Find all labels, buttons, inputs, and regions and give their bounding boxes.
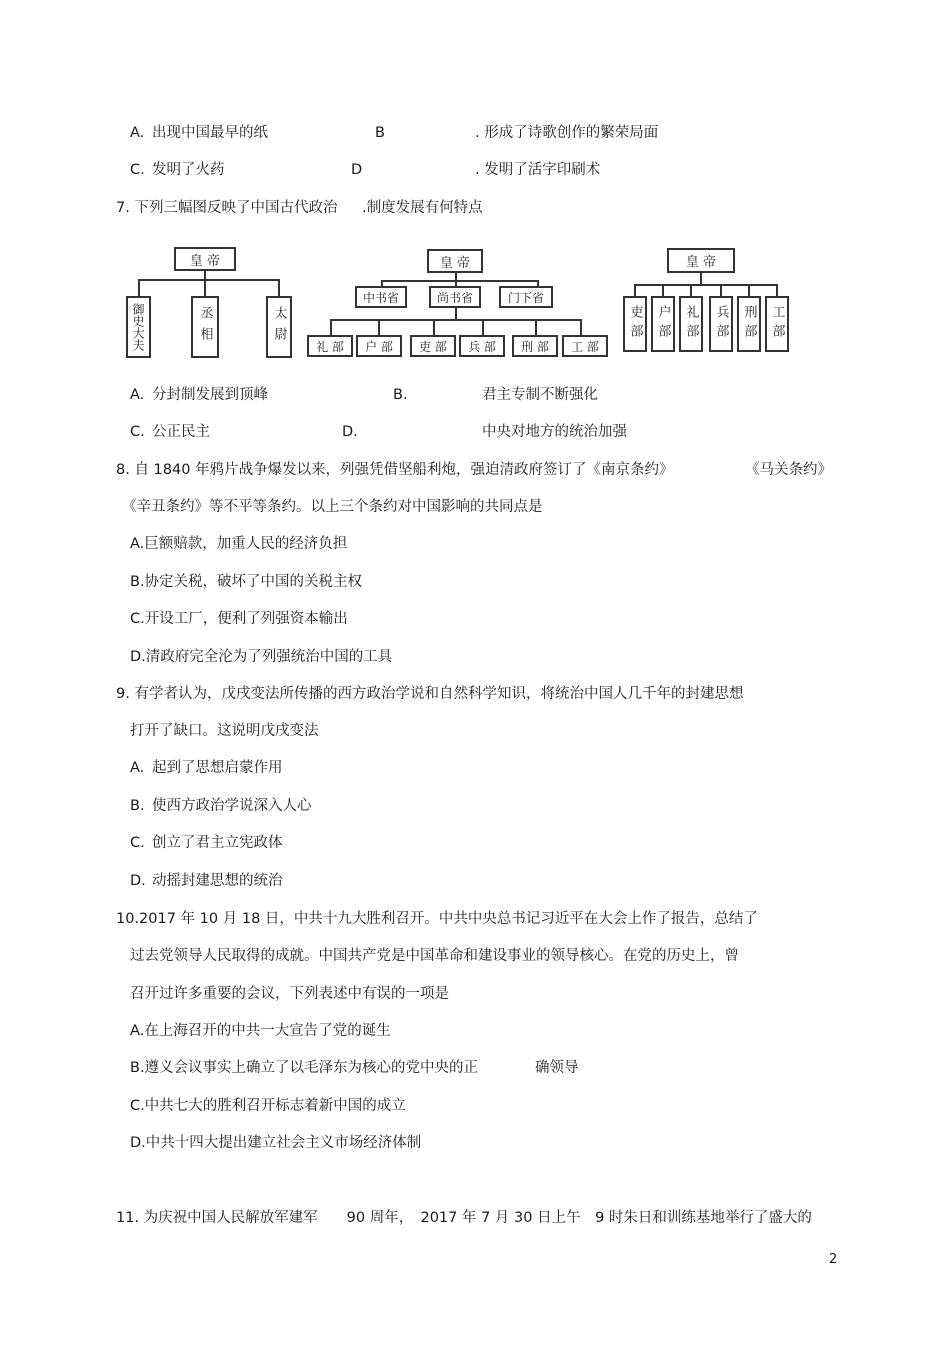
q8-option-b: B.协定关税，破坏了中国的关税主权 (130, 574, 363, 590)
q9-option-a-text: 起到了思想启蒙作用 (152, 760, 283, 776)
q6-option-c-letter: C. (130, 162, 145, 178)
chancellor-label: 丞相 (197, 306, 213, 348)
q7-option-d-letter: D. (342, 424, 358, 440)
q7-stem-part2: .制度发展有何特点 (362, 200, 483, 216)
ministry-rites-label: 礼 部 (316, 339, 344, 354)
department-of-state-label: 尚书省 (436, 290, 473, 305)
chancellor-box (191, 296, 219, 358)
q6-option-a-text: 出现中国最早的纸 (152, 125, 268, 141)
q8-option-a: A.巨额赔款，加重人民的经济负担 (130, 536, 348, 552)
q8-stem-line2: 《辛丑条约》等不平等条约。以上三个条约对中国影响的共同点是 (122, 499, 543, 515)
q9-option-b-letter: B. (130, 798, 145, 814)
ministry-justice-box (512, 335, 558, 357)
emperor-label: 皇 帝 (189, 253, 221, 269)
censor-box (126, 296, 151, 358)
emperor-label: 皇 帝 (685, 255, 717, 270)
q8-stem-line1-end: 《马关条约》 (745, 462, 832, 478)
chancellery-label: 门下省 (507, 290, 544, 305)
emperor-box (427, 249, 483, 273)
ming-ministry-personnel-box (623, 296, 647, 352)
q7-diagram-qin (122, 240, 295, 370)
q10-stem-line1: 10.2017 年 10 月 18 日，中共十九大胜利召开。中共中央总书记习近平在大会上作了报告，总结了 (116, 911, 758, 927)
ministry-works-box (562, 335, 608, 357)
ming-ministry-war-box (709, 296, 733, 352)
q9-option-a-letter: A. (130, 760, 145, 776)
q10-option-d: D.中共十四大提出建立社会主义市场经济体制 (130, 1135, 422, 1151)
q7-stem-part1: 7. 下列三幅图反映了中国古代政治 (116, 200, 338, 216)
q9-option-c-letter: C. (130, 835, 145, 851)
q8-option-d: D.清政府完全沦为了列强统治中国的工具 (130, 649, 393, 665)
secretariat-box (355, 286, 407, 308)
q7-option-c-text: 公正民主 (152, 424, 210, 440)
q7-option-b-text: 君主专制不断强化 (482, 387, 598, 403)
q6-option-d-letter: D (351, 162, 363, 178)
q9-stem-line2: 打开了缺口。这说明戊戌变法 (130, 723, 319, 739)
ming-ministry-rites-label: 礼部 (683, 305, 699, 343)
page-number: 2 (829, 1252, 838, 1267)
ming-ministry-war-label: 兵部 (713, 305, 729, 343)
department-of-state-box (429, 286, 481, 308)
commander-box (266, 296, 292, 358)
ming-ministry-works-label: 工部 (769, 305, 785, 343)
ming-ministry-justice-box (737, 296, 761, 352)
q7-option-d-text: 中央对地方的统治加强 (482, 424, 627, 440)
q6-option-a-letter: A. (130, 125, 145, 141)
q7-option-c-letter: C. (130, 424, 145, 440)
q7-option-a-text: 分封制发展到顶峰 (152, 387, 268, 403)
ministry-revenue-label: 户 部 (365, 339, 393, 354)
ming-ministry-revenue-label: 户部 (655, 305, 671, 343)
q10-option-b-end: 确领导 (535, 1060, 579, 1076)
ministry-justice-label: 刑 部 (521, 339, 549, 354)
q9-option-d-text: 动摇封建思想的统治 (152, 873, 283, 889)
secretariat-label: 中书省 (362, 290, 399, 305)
q6-option-b-letter: B (375, 125, 385, 141)
ming-ministry-personnel-label: 吏部 (627, 305, 643, 343)
q7-option-a-letter: A. (130, 387, 145, 403)
q8-option-c: C.开设工厂，便利了列强资本输出 (130, 611, 348, 627)
q9-option-c-text: 创立了君主立宪政体 (152, 835, 283, 851)
ministry-works-label: 工 部 (571, 339, 599, 354)
q6-option-c-text: 发明了火药 (152, 162, 225, 178)
ministry-war-box (459, 335, 505, 357)
q10-stem-line2: 过去党领导人民取得的成就。中国共产党是中国革命和建设事业的领导核心。在党的历史上，曾 (130, 948, 739, 964)
q6-option-b-text: . 形成了诗歌创作的繁荣局面 (475, 125, 659, 141)
q7-diagram-tang (300, 240, 612, 370)
censor-label: 御史大夫 (131, 303, 145, 351)
q7-diagram-ming (620, 240, 792, 370)
ming-ministry-revenue-box (651, 296, 675, 352)
q6-option-d-text: . 发明了活字印刷术 (475, 162, 601, 178)
q10-stem-line3: 召开过许多重要的会议，下列表述中有误的一项是 (130, 986, 449, 1002)
ministry-revenue-box (356, 335, 402, 357)
q7-option-b-letter: B. (393, 387, 408, 403)
q10-option-b: B.遵义会议事实上确立了以毛泽东为核心的党中央的正 (130, 1060, 479, 1076)
ming-ministry-rites-box (679, 296, 703, 352)
emperor-box (667, 248, 735, 273)
q9-option-b-text: 使西方政治学说深入人心 (152, 798, 312, 814)
q10-option-c: C.中共七大的胜利召开标志着新中国的成立 (130, 1098, 406, 1114)
commander-label: 太尉 (271, 306, 287, 348)
ming-ministry-works-box (765, 296, 789, 352)
emperor-box (174, 247, 236, 271)
emperor-label: 皇 帝 (439, 255, 471, 271)
ministry-personnel-label: 吏 部 (419, 339, 447, 354)
q9-option-d-letter: D. (130, 873, 146, 889)
q9-stem-line1: 9. 有学者认为，戊戌变法所传播的西方政治学说和自然科学知识，将统治中国人几千年的封建思想 (116, 686, 744, 702)
ministry-personnel-box (410, 335, 456, 357)
chancellery-box (499, 286, 553, 308)
ministry-war-label: 兵 部 (468, 339, 496, 354)
q8-stem-line1: 8. 自 1840 年鸦片战争爆发以来，列强凭借坚船利炮，强迫清政府签订了《南京条约》 (116, 462, 674, 478)
q10-option-a: A.在上海召开的中共一大宣告了党的诞生 (130, 1023, 391, 1039)
ming-ministry-justice-label: 刑部 (741, 305, 757, 343)
ministry-rites-box (307, 335, 353, 357)
q11-stem-line1: 11. 为庆祝中国人民解放军建军 90 周年， 2017 年 7 月 30 日上午 9 时朱日和训练基地举行了盛大的 (116, 1210, 812, 1226)
